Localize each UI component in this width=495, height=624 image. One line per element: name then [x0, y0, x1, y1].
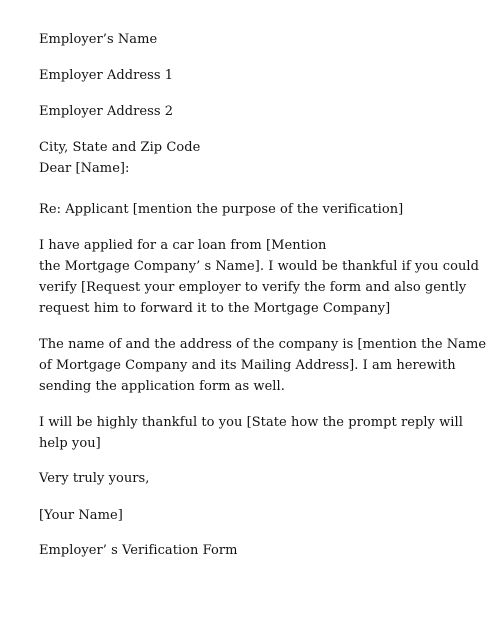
paragraph-line: I have applied for a car loan from [Mention [39, 238, 327, 253]
paragraph-line: sending the application form as well. [39, 379, 285, 394]
paragraph-thanks [39, 412, 463, 454]
paragraph-company [39, 334, 486, 397]
employer-address-1: Employer Address 1 [39, 68, 174, 83]
paragraph-line: the Mortgage Company’ s Name]. I would be thankful if you could [39, 259, 479, 274]
salutation: Dear [Name]: [39, 161, 130, 176]
employer-address-2: Employer Address 2 [39, 104, 174, 119]
subject-line: Re: Applicant [mention the purpose of the verification] [39, 202, 404, 217]
form-title: Employer’ s Verification Form [39, 543, 238, 558]
paragraph-line: request him to forward it to the Mortgage Company] [39, 301, 391, 316]
closing: Very truly yours, [39, 471, 150, 486]
signature-placeholder: [Your Name] [39, 508, 123, 523]
paragraph-line: I will be highly thankful to you [State how the prompt reply will [39, 415, 463, 430]
paragraph-line: verify [Request your employer to verify the form and also gently [39, 280, 467, 295]
paragraph-request [39, 235, 479, 319]
paragraph-line: The name of and the address of the company is [mention the Name [39, 337, 487, 352]
employer-name: Employer’s Name [39, 32, 158, 47]
city-state-zip: City, State and Zip Code [39, 140, 201, 155]
paragraph-line: of Mortgage Company and its Mailing Address]. I am herewith [39, 358, 456, 373]
paragraph-line: help you] [39, 436, 101, 451]
